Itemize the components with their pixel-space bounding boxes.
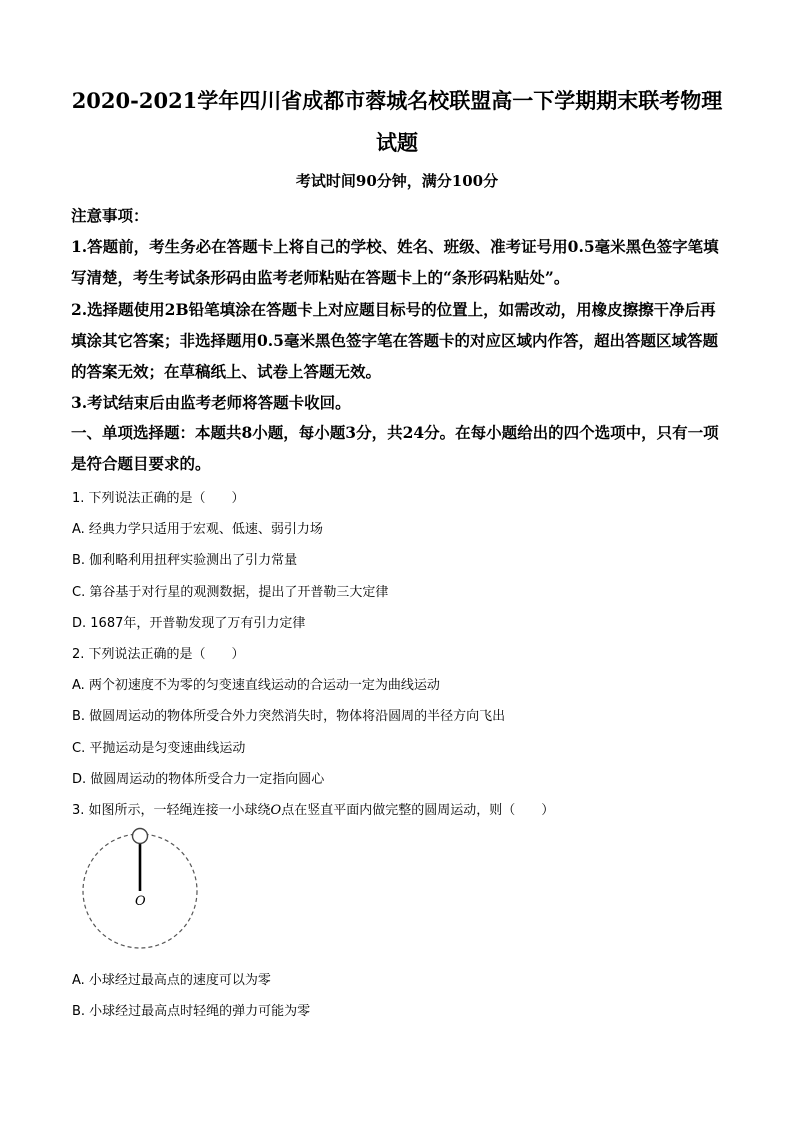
question-3-option-a: A. 小球经过最高点的速度可以为零 — [72, 973, 271, 988]
exam-subtitle: 考试时间90分钟，满分100分 — [295, 172, 499, 190]
question-2-option-b: B. 做圆周运动的物体所受合外力突然消失时，物体将沿圆周的半径方向飞出 — [72, 709, 506, 725]
exam-title-line1: 2020-2021学年四川省成都市蓉城名校联盟高一下学期期末联考物理 — [71, 88, 723, 113]
ball-icon — [133, 829, 148, 844]
question-3-options — [72, 965, 732, 1027]
notes-section — [71, 200, 731, 418]
question-3-stem — [72, 795, 732, 826]
question-2-option-c: C. 平抛运动是匀变速曲线运动 — [72, 740, 246, 756]
question-1-option-d: D. 1687年，开普勒发现了万有引力定律 — [72, 615, 306, 631]
question-list — [72, 483, 732, 826]
question-3-stem-before: 3. 如图所示，一轻绳连接一小球绕 — [72, 803, 271, 819]
notes-heading: 注意事项： — [71, 206, 149, 225]
question-3-option-b: B. 小球经过最高点时轻绳的弹力可能为零 — [72, 1004, 311, 1020]
question-3-stem-var: O — [270, 803, 282, 819]
section-1-heading: 一、单项选择题：本题共8小题，每小题3分，共24分。在每小题给出的四个选项中，只有一项是符合题目要求的。 — [71, 423, 719, 474]
question-1-stem: 1. 下列说法正确的是（ ） — [72, 491, 245, 506]
question-2-option-d: D. 做圆周运动的物体所受合力一定指向圆心 — [72, 771, 325, 787]
question-2-stem: 2. 下列说法正确的是（ ） — [72, 647, 245, 663]
circular-motion-figure — [80, 825, 200, 950]
exam-title-line2: 试题 — [376, 130, 418, 155]
question-1-option-a: A. 经典力学只适用于宏观、低速、弱引力场 — [72, 522, 323, 538]
notes-item-3: 3.考试结束后由监考老师将答题卡收回。 — [71, 393, 351, 413]
question-1-option-b: B. 伽利略利用扭秤实验测出了引力常量 — [72, 553, 298, 569]
question-2-option-a: A. 两个初速度不为零的匀变速直线运动的合运动一定为曲线运动 — [72, 678, 440, 694]
question-1-option-c: C. 第谷基于对行星的观测数据，提出了开普勒三大定律 — [72, 584, 389, 600]
notes-item-1: 1.答题前，考生务必在答题卡上将自己的学校、姓名、班级、准考证号用0.5毫米黑色签字笔填写清楚，考生考试条形码由监考老师粘贴在答题卡上的“条形码粘贴处”。 — [71, 237, 719, 288]
question-3-stem-after: 点在竖直平面内做完整的圆周运动，则（ ） — [281, 803, 555, 819]
center-label-o: O — [135, 894, 146, 909]
notes-item-2: 2.选择题使用2B铅笔填涂在答题卡上对应题目标号的位置上，如需改动，用橡皮擦擦干净后再填涂其它答案；非选择题用0.5毫米黑色签字笔在答题卡的对应区域内作答，超出答题区域答题的答案无效；在草稿纸上、试卷上答题无效。 — [71, 299, 718, 382]
